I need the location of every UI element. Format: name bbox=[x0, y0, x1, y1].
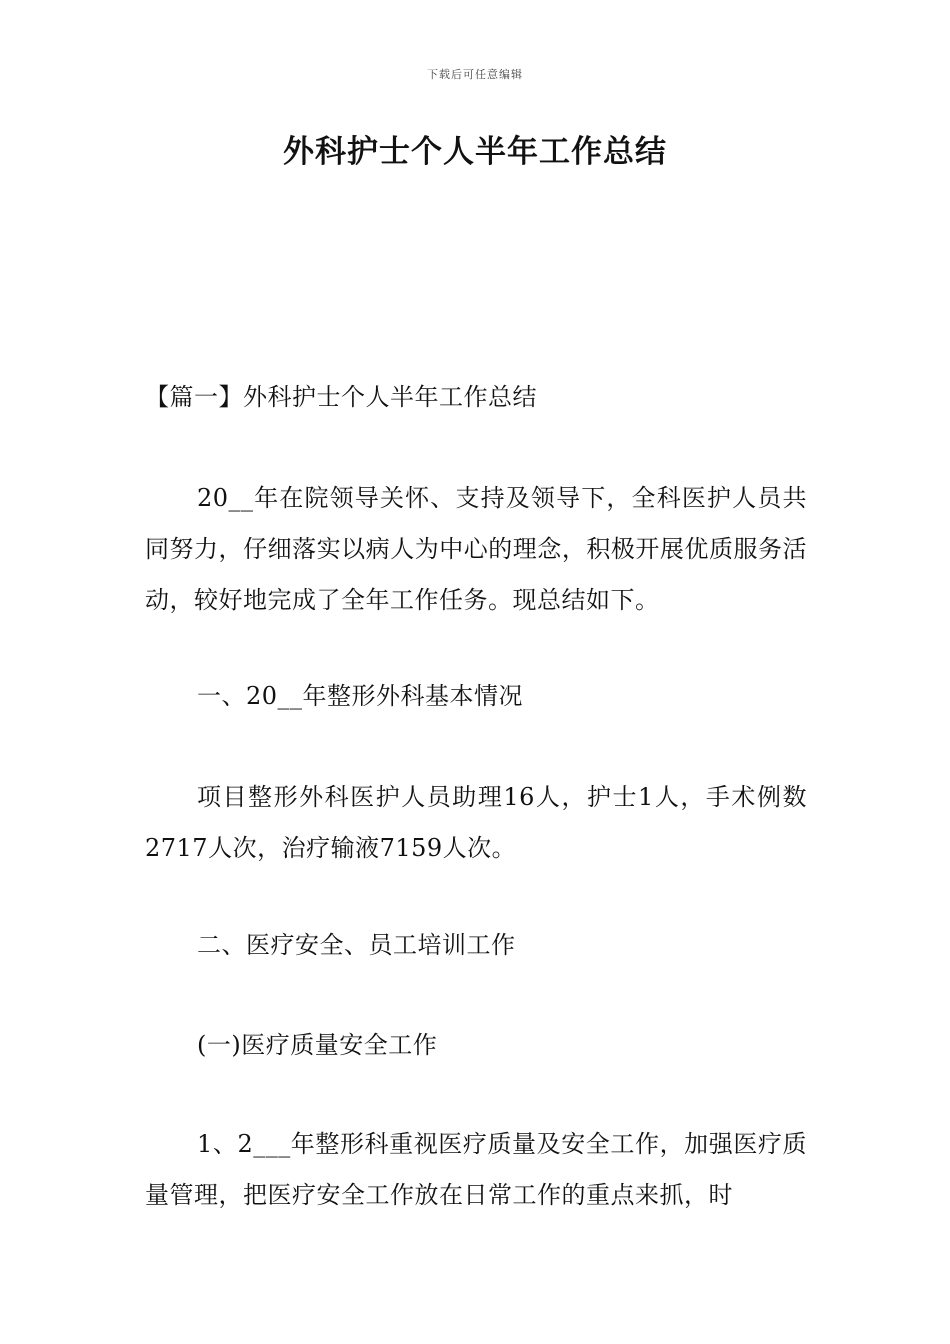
subheading-quality-safety: (一)医疗质量安全工作 bbox=[197, 1031, 438, 1059]
header-note: 下载后可任意编辑 bbox=[427, 68, 523, 81]
heading-basic-situation: 一、20__年整形外科基本情况 bbox=[197, 682, 524, 710]
section-heading: 【篇一】外科护士个人半年工作总结 bbox=[145, 383, 537, 411]
heading-safety-training: 二、医疗安全、员工培训工作 bbox=[197, 931, 516, 959]
paragraph-intro: 20__年在院领导关怀、支持及领导下，全科医护人员共同努力，仔细落实以病人为中心的理念，积极开展优质服务活动，较好地完成了全年工作任务。现总结如下。 bbox=[145, 484, 807, 614]
paragraph-quality-management: 1、2___年整形科重视医疗质量及安全工作，加强医疗质量管理，把医疗安全工作放在日常工作的重点来抓，时 bbox=[145, 1130, 807, 1209]
document-title: 外科护士个人半年工作总结 bbox=[283, 134, 667, 170]
paragraph-staff-stats: 项目整形外科医护人员助理16人，护士1人，手术例数2717人次，治疗输液7159人次。 bbox=[145, 783, 807, 862]
